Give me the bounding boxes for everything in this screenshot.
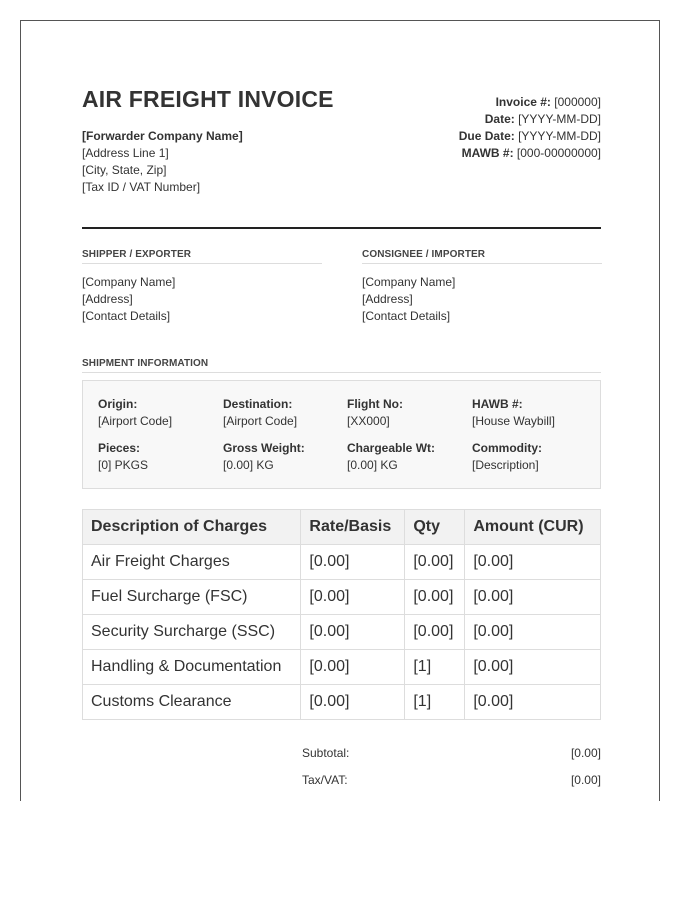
commodity-label: Commodity: [472,441,542,455]
forwarder-tax-id: [Tax ID / VAT Number] [82,180,201,194]
destination-value: [Airport Code] [223,414,298,428]
charge-qty: [1] [405,650,465,685]
charge-rate: [0.00] [301,685,405,720]
consignee-heading: CONSIGNEE / IMPORTER [362,249,602,264]
origin-label: Origin: [98,397,138,411]
forwarder-address: [Address Line 1] [82,146,169,160]
destination-label: Destination: [223,397,293,411]
invoice-date-value: [YYYY-MM-DD] [518,112,601,126]
consignee-company: [Company Name] [362,275,456,289]
charge-description: Handling & Documentation [83,650,301,685]
consignee-contact: [Contact Details] [362,309,451,323]
invoice-number-label: Invoice #: [495,95,551,109]
charge-amount: [0.00] [465,685,601,720]
invoice-header [82,84,601,229]
charge-rate: [0.00] [301,580,405,615]
shipment-heading: SHIPMENT INFORMATION [82,358,601,373]
col-header-qty: Qty [405,510,465,545]
hawb-value: [House Waybill] [472,414,555,428]
shipment-field-gross-weight [223,440,305,474]
consignee-block [362,249,602,325]
hawb-label: HAWB #: [472,397,523,411]
shipment-field-flight [347,396,403,430]
col-header-rate: Rate/Basis [301,510,405,545]
invoice-page [20,20,660,801]
table-row [83,650,601,685]
invoice-date [459,111,601,128]
charge-rate: [0.00] [301,615,405,650]
table-row [83,615,601,650]
commodity-value: [Description] [472,458,539,472]
due-date-label: Due Date: [458,129,515,143]
shipment-field-hawb [472,396,555,430]
charge-qty: [1] [405,685,465,720]
invoice-date-label: Date: [484,112,515,126]
shipper-address: [Address] [82,292,133,306]
mawb-value: [000-00000000] [516,146,601,160]
charge-description: Security Surcharge (SSC) [83,615,301,650]
subtotal-label: Subtotal: [302,746,350,760]
invoice-number-value: [000000] [554,95,601,109]
invoice-title: AIR FREIGHT INVOICE [82,86,334,112]
due-date-value: [YYYY-MM-DD] [518,129,601,143]
pieces-value: [0] PKGS [98,458,149,472]
charge-qty: [0.00] [405,580,465,615]
col-header-amount: Amount (CUR) [465,510,601,545]
charge-rate: [0.00] [301,545,405,580]
tax-value: [0.00] [570,773,601,787]
charge-amount: [0.00] [465,545,601,580]
shipper-company: [Company Name] [82,275,176,289]
shipper-heading: SHIPPER / EXPORTER [82,249,322,264]
subtotal-value: [0.00] [570,746,601,760]
charge-rate: [0.00] [301,650,405,685]
shipment-field-chargeable-weight [347,440,435,474]
shipment-field-pieces [98,440,148,474]
shipper-contact: [Contact Details] [82,309,171,323]
forwarder-info [82,128,243,196]
shipment-field-origin [98,396,172,430]
tax-label: Tax/VAT: [302,773,348,787]
col-header-description: Description of Charges [83,510,301,545]
forwarder-city: [City, State, Zip] [82,163,167,177]
charge-qty: [0.00] [405,615,465,650]
chargeable-weight-label: Chargeable Wt: [347,441,436,455]
charge-amount: [0.00] [465,650,601,685]
gross-weight-label: Gross Weight: [223,441,305,455]
table-row [83,545,601,580]
charge-qty: [0.00] [405,545,465,580]
chargeable-weight-value: [0.00] KG [347,458,398,472]
pieces-label: Pieces: [98,441,141,455]
consignee-address: [Address] [362,292,413,306]
charge-description: Fuel Surcharge (FSC) [83,580,301,615]
charge-amount: [0.00] [465,615,601,650]
flight-label: Flight No: [347,397,403,411]
mawb-label: MAWB #: [461,146,514,160]
shipment-field-destination [223,396,297,430]
table-row [83,685,601,720]
gross-weight-value: [0.00] KG [223,458,274,472]
shipment-section-label [82,358,601,373]
forwarder-name: [Forwarder Company Name] [82,129,243,143]
charges-table [82,509,601,720]
shipment-info-box [82,380,601,489]
shipment-field-commodity [472,440,542,474]
invoice-mawb [459,145,601,162]
origin-value: [Airport Code] [98,414,173,428]
invoice-meta [459,94,601,162]
invoice-number [459,94,601,111]
charge-description: Air Freight Charges [83,545,301,580]
flight-value: [XX000] [347,414,390,428]
charge-description: Customs Clearance [83,685,301,720]
charge-amount: [0.00] [465,580,601,615]
shipper-block [82,249,322,325]
charges-header-row [83,510,601,545]
table-row [83,580,601,615]
invoice-due-date [459,128,601,145]
